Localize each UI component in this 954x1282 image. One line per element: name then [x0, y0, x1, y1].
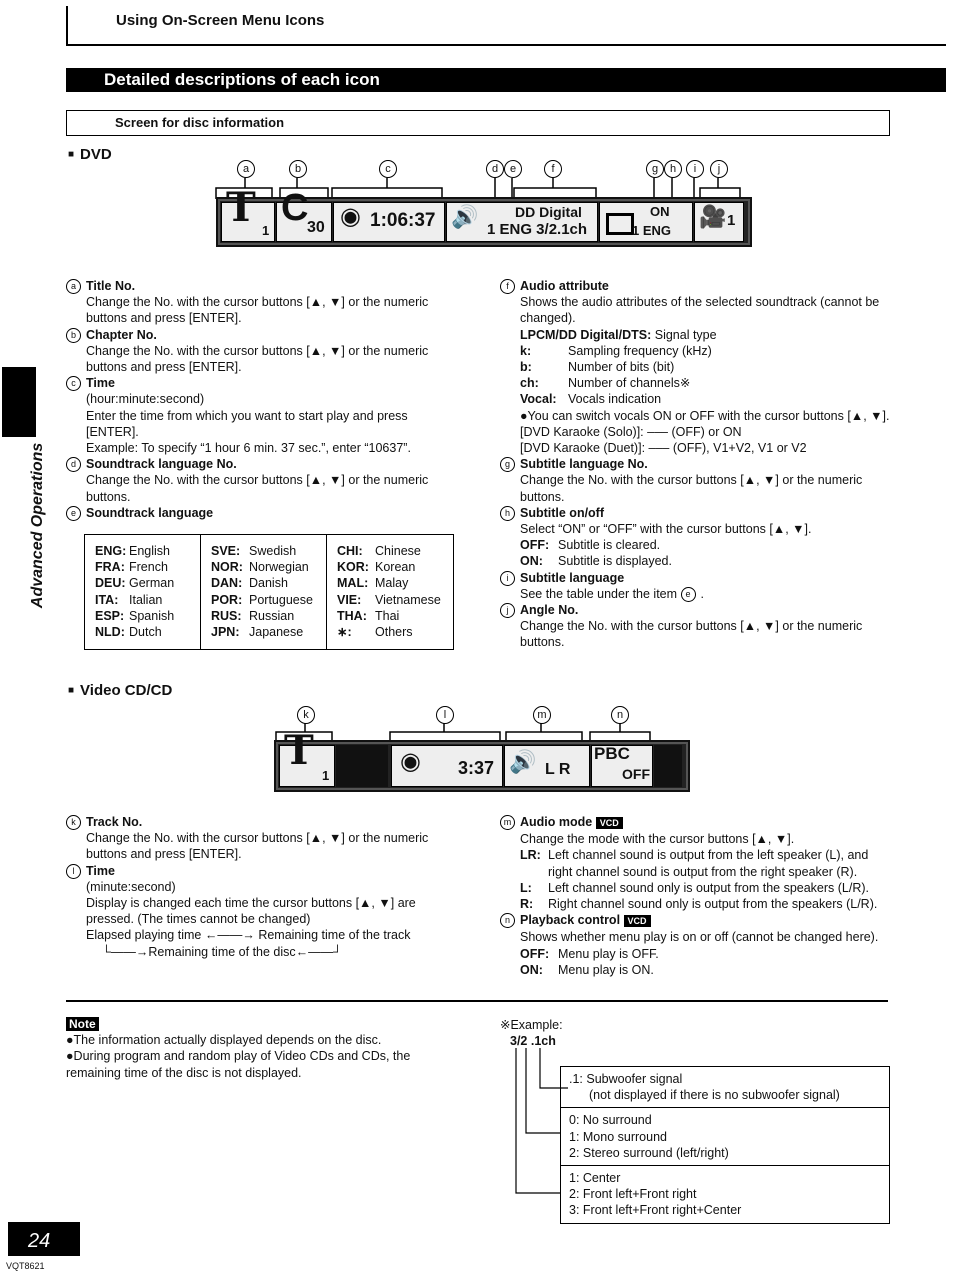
callout-l: l [436, 706, 454, 724]
osd-audio-track: 1 ENG 3/2.1ch [487, 221, 588, 238]
callout-j: j [710, 160, 728, 178]
remaining-track-label: Remaining time of the track [258, 928, 411, 943]
lang-name: Vietnamese [375, 592, 441, 607]
lang-name: Norwegian [249, 560, 309, 575]
osd-angle-cell [694, 202, 744, 242]
item-n-marker: n [500, 913, 515, 928]
arrow-icon: ←——┘ [295, 944, 343, 959]
lang-code: DEU: [95, 576, 126, 591]
osd-track-number: 1 [322, 768, 330, 783]
note-divider [66, 1000, 888, 1002]
page-header: Using On-Screen Menu Icons [116, 12, 325, 29]
dvd-right-column [500, 278, 892, 651]
item-l-marker: l [66, 864, 81, 879]
item-g-title: Subtitle language No. [520, 457, 648, 472]
lang-name: Chinese [375, 544, 421, 558]
item-c-text: Enter the time from which you want to start play and press [ENTER]. [86, 408, 408, 439]
example-line: 2: Stereo surround (left/right) [569, 1145, 729, 1160]
item-i-text-end: . [700, 586, 705, 601]
callout-c: c [379, 160, 397, 178]
arrow-icon: ←——→ [201, 928, 259, 943]
item-f [500, 278, 892, 456]
item-j-marker: j [500, 603, 515, 618]
item-m-marker: m [500, 815, 515, 830]
osd-subtitle-lang: 1 ENG [632, 223, 672, 238]
b-value: Number of bits (bit) [568, 360, 675, 375]
callout-h: h [664, 160, 682, 178]
callout-g: g [646, 160, 664, 178]
language-col-1 [85, 535, 201, 649]
vocal-note: ●You can switch vocals ON or OFF with the cursor buttons [▲, ▼]. [520, 408, 890, 423]
item-n-title: Playback control [520, 913, 621, 928]
item-a [66, 278, 436, 327]
arrow-icon: └——→ [102, 944, 149, 959]
remaining-disc-label: Remaining time of the disc [148, 944, 296, 959]
item-f-marker: f [500, 279, 515, 294]
disc-icon: ◉ [400, 748, 421, 775]
subtitle-on-key: ON: [520, 554, 543, 569]
item-k-marker: k [66, 815, 81, 830]
item-i-title: Subtitle language [520, 570, 625, 585]
page-number: 24 [8, 1222, 80, 1256]
lang-name: French [129, 560, 168, 575]
example-line: 1: Center [569, 1171, 621, 1186]
callout-i: i [686, 160, 704, 178]
item-d-title: Soundtrack language No. [86, 457, 237, 472]
lang-code: ∗: [337, 625, 352, 640]
item-c-marker: c [66, 376, 81, 391]
item-l [66, 863, 436, 960]
karaoke-duet: [DVD Karaoke (Duet)]: ––– (OFF), V1+V2, V1 or V2 [520, 441, 807, 456]
vocal-value: Vocals indication [568, 392, 662, 407]
callout-e: e [504, 160, 522, 178]
osd-chapter-number: 30 [307, 219, 325, 236]
item-n [500, 912, 892, 978]
elapsed-time-label: Elapsed playing time [86, 928, 202, 943]
dvd-left-column [66, 278, 436, 521]
example-table [560, 1066, 890, 1224]
language-col-2 [201, 535, 327, 649]
speaker-icon: 🔊 [451, 204, 479, 229]
lr-value: Left channel sound is output from the left speaker (L), and right channel sound is output from the right speaker (R). [548, 848, 869, 879]
subtitle-on-value: Subtitle is displayed. [558, 554, 672, 569]
item-c-title: Time [86, 376, 115, 391]
item-m-text: Change the mode with the cursor buttons [▲, ▼]. [520, 832, 795, 847]
example-line: .1: Subwoofer signal [569, 1072, 683, 1086]
k-key: k: [520, 343, 532, 358]
lang-name: Portuguese [249, 592, 313, 607]
item-b-text: Change the No. with the cursor buttons [▲, ▼] or the numeric buttons and press [ENTER]. [86, 343, 429, 375]
vcd-callout-leaders [270, 723, 660, 741]
item-g-marker: g [500, 457, 515, 472]
item-l-title: Time [86, 863, 115, 878]
callout-f: f [544, 160, 562, 178]
vcd-heading: ■ Video CD/CD [68, 683, 172, 701]
item-k-title: Track No. [86, 815, 143, 829]
lang-code: FRA: [95, 560, 125, 575]
callout-m: m [533, 706, 551, 724]
example-line: 3: Front left+Front right+Center [569, 1203, 742, 1218]
item-j-text: Change the No. with the cursor buttons [▲, ▼] or the numeric buttons. [520, 619, 863, 650]
lang-code: THA: [337, 608, 367, 623]
item-a-title: Title No. [86, 279, 136, 293]
example-line: 1: Mono surround [569, 1129, 667, 1144]
example-value: 3/2 .1ch [510, 1034, 556, 1048]
osd-pbc-state: OFF [622, 766, 650, 782]
item-i-marker: i [500, 571, 515, 586]
osd-audio-cell [446, 202, 598, 242]
osd-vcd-time: 3:37 [458, 758, 495, 778]
subsection-title: Screen for disc information [66, 110, 890, 136]
l-value: Left channel sound only is output from the speakers (L/R). [548, 880, 870, 895]
lang-name: Danish [249, 576, 288, 591]
callout-d: d [486, 160, 504, 178]
lang-code: RUS: [211, 608, 242, 623]
item-m-title: Audio mode [520, 815, 593, 829]
signal-value: Signal type [654, 327, 717, 342]
osd-audio-format: DD Digital [515, 204, 582, 220]
header-rule-horizontal [66, 44, 946, 46]
item-d-text: Change the No. with the cursor buttons [▲, ▼] or the numeric buttons. [86, 473, 429, 504]
k-value: Sampling frequency (kHz) [568, 343, 712, 358]
note-badge: Note [66, 1017, 99, 1031]
lang-code: NOR: [211, 560, 243, 575]
lang-code: NLD: [95, 625, 125, 640]
item-i-ref-marker: e [681, 587, 696, 602]
item-h-title: Subtitle on/off [520, 505, 605, 520]
lang-name: Japanese [249, 625, 304, 640]
section-title: Detailed descriptions of each icon [66, 68, 946, 92]
lang-name: Others [375, 625, 413, 640]
item-c-example: Example: To specify “1 hour 6 min. 37 sec.”, enter “10637”. [86, 441, 411, 456]
item-e-title: Soundtrack language [86, 505, 214, 520]
item-l-text: Display is changed each time the cursor buttons [▲, ▼] are pressed. (The times cannot be changed) [86, 896, 416, 927]
osd-pbc-cell [591, 745, 653, 787]
lang-code: ESP: [95, 608, 125, 623]
callout-n: n [611, 706, 629, 724]
item-b-marker: b [66, 328, 81, 343]
osd-track-cell [279, 727, 335, 787]
item-k-text: Change the No. with the cursor buttons [▲, ▼] or the numeric buttons and press [ENTER]. [86, 831, 429, 862]
example-line: (not displayed if there is no subwoofer signal) [589, 1088, 840, 1103]
r-key: R: [520, 897, 534, 912]
lang-name: Swedish [249, 544, 297, 558]
lang-code: CHI: [337, 544, 363, 558]
chapter-c-icon: C [281, 187, 309, 229]
lang-code: VIE: [337, 592, 362, 607]
item-m [500, 814, 892, 912]
example-line: 2: Front left+Front right [569, 1187, 697, 1202]
lang-code: SVE: [211, 544, 241, 558]
osd-time-cell [333, 202, 445, 242]
pbc-off-key: OFF: [520, 946, 550, 961]
pbc-on-value: Menu play is ON. [558, 962, 654, 977]
lang-name: Thai [375, 608, 400, 623]
item-d-marker: d [66, 457, 81, 472]
lang-name: Italian [129, 592, 163, 607]
camera-angle-icon: 🎥 [699, 204, 727, 229]
item-f-title: Audio attribute [520, 279, 609, 293]
lang-name: Spanish [129, 608, 175, 623]
item-j-title: Angle No. [520, 603, 579, 618]
signal-key: LPCM/DD Digital/DTS: [520, 327, 652, 342]
item-j [500, 602, 892, 651]
item-b [66, 327, 436, 376]
example-surround [561, 1108, 889, 1166]
ch-key: ch: [520, 376, 539, 391]
lang-code: KOR: [337, 560, 369, 575]
item-g [500, 456, 892, 505]
vcd-left-column [66, 814, 436, 960]
item-h-text: Select “ON” or “OFF” with the cursor buttons [▲, ▼]. [520, 522, 812, 537]
item-a-text: Change the No. with the cursor buttons [▲, ▼] or the numeric buttons and press [ENTER]. [86, 295, 429, 326]
item-i [500, 570, 892, 602]
ch-value: Number of channels※ [568, 376, 691, 391]
note-section [66, 1016, 454, 1081]
item-c-format: (hour:minute:second) [86, 392, 205, 407]
item-c [66, 375, 436, 456]
note-item: ●During program and random play of Video CDs and CDs, the remaining time of the disc is not displayed. [66, 1049, 411, 1080]
callout-k: k [297, 706, 315, 724]
lang-name: Russian [249, 608, 295, 623]
doc-code: VQT8621 [6, 1261, 45, 1271]
l-key: L: [520, 880, 532, 895]
osd-vcd-time-cell [391, 745, 503, 787]
osd-vcd-audio-cell [504, 745, 590, 787]
lang-code: MAL: [337, 576, 369, 591]
lang-name: English [129, 544, 170, 558]
item-e [66, 505, 436, 521]
lang-name: Dutch [129, 625, 162, 640]
speaker-icon: 🔊 [509, 749, 537, 774]
callout-a: a [237, 160, 255, 178]
osd-time: 1:06:37 [370, 210, 436, 231]
example-subwoofer [561, 1067, 889, 1108]
item-d [66, 456, 436, 505]
lang-code: ITA: [95, 592, 119, 607]
pbc-off-value: Menu play is OFF. [558, 946, 659, 961]
subtitle-off-value: Subtitle is cleared. [558, 538, 661, 553]
item-i-text: See the table under the item [520, 586, 678, 601]
item-b-title: Chapter No. [86, 327, 157, 342]
dvd-heading: ■ DVD [68, 147, 112, 165]
osd-pbc-label: PBC [594, 744, 630, 763]
callout-b: b [289, 160, 307, 178]
track-t-icon: T [284, 727, 314, 774]
vcd-osd-bar [274, 727, 690, 792]
osd-title-number: 1 [262, 223, 270, 238]
item-f-text: Shows the audio attributes of the selected soundtrack (cannot be changed). [520, 295, 880, 326]
item-k [66, 814, 436, 863]
example-line: 0: No surround [569, 1113, 652, 1128]
vocal-key: Vocal: [520, 392, 557, 407]
item-g-text: Change the No. with the cursor buttons [▲, ▼] or the numeric buttons. [520, 473, 863, 504]
pbc-on-key: ON: [520, 962, 543, 977]
karaoke-solo: [DVD Karaoke (Solo)]: ––– (OFF) or ON [520, 424, 742, 439]
osd-blank [654, 745, 682, 787]
lang-code: DAN: [211, 576, 243, 591]
osd-angle-number: 1 [727, 212, 736, 229]
example-label: ※Example: [500, 1018, 563, 1032]
item-e-marker: e [66, 506, 81, 521]
lang-name: Malay [375, 576, 409, 591]
lang-code: ENG: [95, 544, 127, 558]
item-a-marker: a [66, 279, 81, 294]
lr-key: LR: [520, 848, 541, 863]
disc-icon: ◉ [340, 203, 361, 230]
note-item: ●The information actually displayed depends on the disc. [66, 1033, 382, 1048]
vcd-badge: VCD [596, 817, 623, 829]
item-h-marker: h [500, 506, 515, 521]
subtitle-screen-icon [606, 213, 634, 235]
item-l-format: (minute:second) [86, 879, 176, 894]
osd-vcd-audio: L R [545, 761, 571, 778]
osd-blank [336, 745, 388, 787]
lang-name: Korean [375, 560, 416, 575]
b-key: b: [520, 360, 532, 375]
item-h [500, 505, 892, 570]
example-front [561, 1166, 889, 1223]
lang-code: JPN: [211, 625, 240, 640]
osd-subtitle-onoff: ON [650, 204, 670, 219]
header-rule-vertical [66, 6, 68, 46]
osd-chapter-cell [276, 187, 332, 242]
side-tab-label: Advanced Operations [28, 442, 46, 609]
language-table [84, 534, 454, 650]
language-col-3 [327, 535, 453, 649]
osd-subtitle-cell [599, 202, 693, 242]
osd-title-cell [221, 184, 275, 242]
lang-name: German [129, 576, 175, 591]
vcd-badge: VCD [624, 915, 651, 927]
dvd-osd-bar [216, 184, 752, 247]
title-t-icon: T [226, 184, 256, 231]
r-value: Right channel sound only is output from the speakers (L/R). [548, 897, 878, 912]
lang-code: POR: [211, 592, 243, 607]
side-tab-marker [2, 367, 36, 437]
item-n-text: Shows whether menu play is on or off (cannot be changed here). [520, 930, 879, 945]
vcd-right-column [500, 814, 892, 978]
subtitle-off-key: OFF: [520, 538, 550, 553]
